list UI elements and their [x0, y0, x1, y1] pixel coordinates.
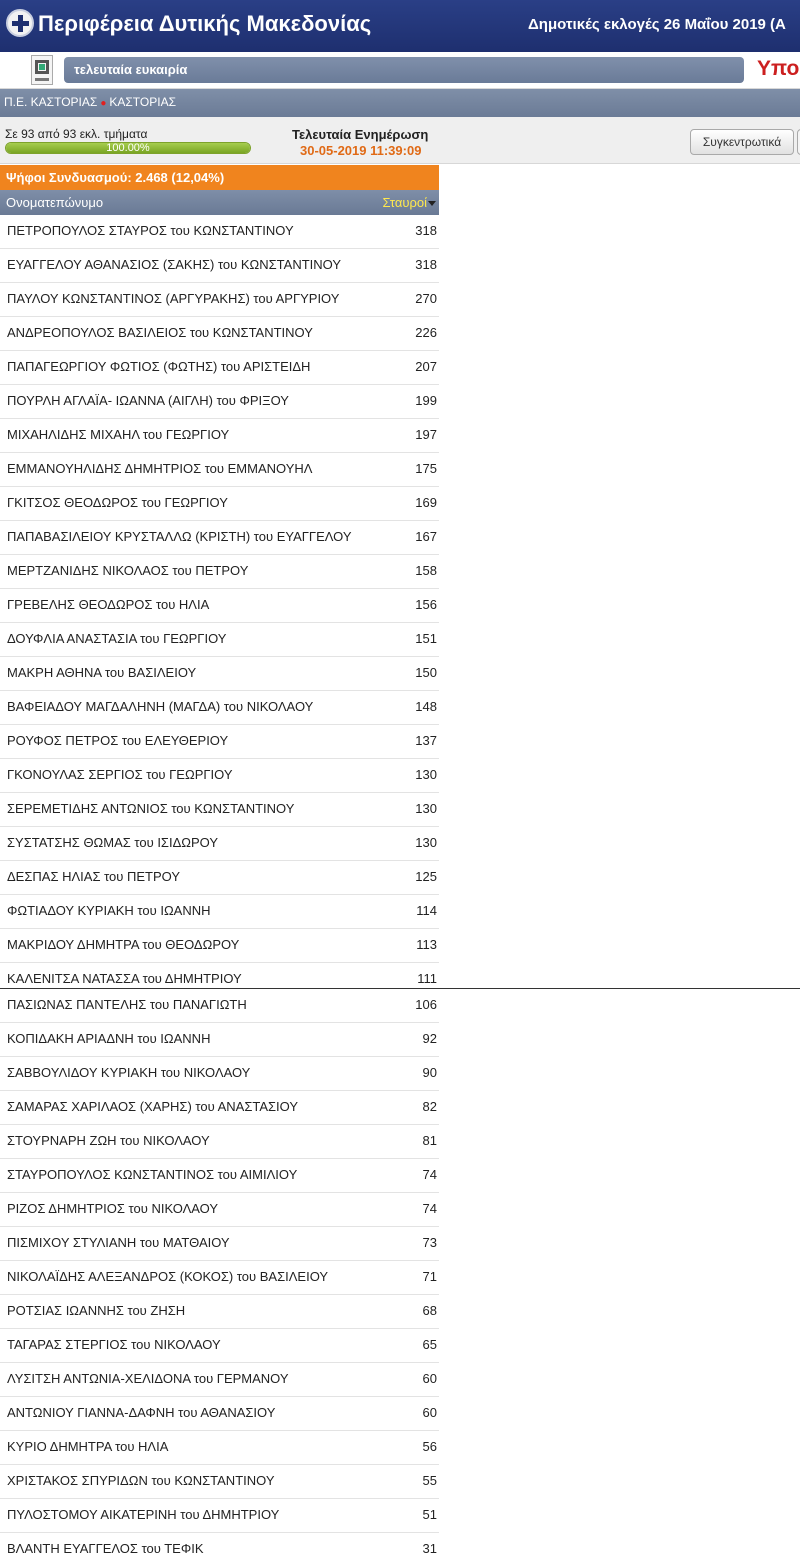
candidate-votes: 114 [416, 903, 437, 918]
candidate-name: ΚΑΛΕΝΙΤΣΑ ΝΑΤΑΣΣΑ του ΔΗΜΗΤΡΙΟΥ [7, 971, 242, 986]
candidate-votes: 130 [415, 801, 437, 816]
candidate-name: ΕΜΜΑΝΟΥΗΛΙΔΗΣ ΔΗΜΗΤΡΙΟΣ του ΕΜΜΑΝΟΥΗΛ [7, 461, 313, 476]
candidate-name: ΦΩΤΙΑΔΟΥ ΚΥΡΙΑΚΗ του ΙΩΑΝΝΗ [7, 903, 211, 918]
candidate-votes: 125 [415, 869, 437, 884]
candidate-votes: 130 [415, 767, 437, 782]
candidate-votes: 158 [415, 563, 437, 578]
table-row [0, 351, 439, 385]
table-row [0, 555, 439, 589]
summary-button[interactable]: Συγκεντρωτικά [690, 129, 794, 155]
region-title: Περιφέρεια Δυτικής Μακεδονίας [38, 11, 372, 36]
candidate-votes: 81 [422, 1133, 437, 1148]
candidate-votes: 56 [422, 1439, 437, 1454]
candidate-name: ΣΑΜΑΡΑΣ ΧΑΡΙΛΑΟΣ (ΧΑΡΗΣ) του ΑΝΑΣΤΑΣΙΟΥ [7, 1099, 299, 1114]
table-row [0, 793, 439, 827]
table-row [0, 1499, 439, 1533]
candidate-votes: 150 [415, 665, 437, 680]
candidate-votes: 65 [422, 1337, 437, 1352]
candidate-name: ΠΑΣΙΩΝΑΣ ΠΑΝΤΕΛΗΣ του ΠΑΝΑΓΙΩΤΗ [7, 997, 247, 1012]
table-row [0, 317, 439, 351]
candidate-name: ΠΥΛΟΣΤΟΜΟΥ ΑΙΚΑΤΕΡΙΝΗ του ΔΗΜΗΤΡΙΟΥ [7, 1507, 280, 1522]
candidate-list-continued [0, 989, 439, 1559]
candidate-name: ΣΥΣΤΑΤΣΗΣ ΘΩΜΑΣ του ΙΣΙΔΩΡΟΥ [7, 835, 219, 850]
candidate-name: ΚΥΡΙΟ ΔΗΜΗΤΡΑ του ΗΛΙΑ [7, 1439, 169, 1454]
candidate-votes: 113 [416, 937, 437, 952]
table-row [0, 1329, 439, 1363]
candidate-name: ΡΙΖΟΣ ΔΗΜΗΤΡΙΟΣ του ΝΙΚΟΛΑΟΥ [7, 1201, 219, 1216]
table-row [0, 1023, 439, 1057]
table-row [0, 861, 439, 895]
candidate-name: ΚΟΠΙΔΑΚΗ ΑΡΙΑΔΝΗ του ΙΩΑΝΝΗ [7, 1031, 211, 1046]
candidate-votes: 169 [415, 495, 437, 510]
table-row [0, 521, 439, 555]
candidate-name: ΜΑΚΡΗ ΑΘΗΝΑ του ΒΑΣΙΛΕΙΟΥ [7, 665, 197, 680]
last-update-time: 30-05-2019 11:39:09 [300, 143, 422, 158]
breadcrumb-region[interactable]: Π.Ε. ΚΑΣΤΟΡΙΑΣ [4, 95, 98, 109]
candidate-votes: 207 [415, 359, 437, 374]
table-row [0, 1193, 439, 1227]
table-row [0, 1295, 439, 1329]
candidate-name: ΠΙΣΜΙΧΟΥ ΣΤΥΛΙΑΝΗ του ΜΑΤΘΑΙΟΥ [7, 1235, 230, 1250]
table-row [0, 419, 439, 453]
candidate-votes: 60 [422, 1371, 437, 1386]
candidate-name: ΠΑΥΛΟΥ ΚΩΝΣΤΑΝΤΙΝΟΣ (ΑΡΓΥΡΑΚΗΣ) του ΑΡΓΥΡΙΟΥ [7, 291, 340, 306]
table-row [0, 929, 439, 963]
candidate-votes: 74 [422, 1167, 437, 1182]
candidate-votes: 156 [415, 597, 437, 612]
table-row [0, 657, 439, 691]
breadcrumb-municipality[interactable]: ΚΑΣΤΟΡΙΑΣ [109, 95, 176, 109]
greek-emblem-icon [6, 9, 34, 37]
candidate-votes: 270 [415, 291, 437, 306]
table-row [0, 827, 439, 861]
candidate-votes: 111 [417, 971, 437, 986]
candidate-votes: 60 [422, 1405, 437, 1420]
qr-code-icon[interactable] [31, 55, 53, 85]
breadcrumb [0, 89, 800, 117]
table-row [0, 1465, 439, 1499]
candidate-votes: 68 [422, 1303, 437, 1318]
candidate-votes: 55 [422, 1473, 437, 1488]
candidate-name: ΜΕΡΤΖΑΝΙΔΗΣ ΝΙΚΟΛΑΟΣ του ΠΕΤΡΟΥ [7, 563, 249, 578]
candidate-votes: 151 [415, 631, 437, 646]
candidate-votes: 197 [415, 427, 437, 442]
table-row [0, 1159, 439, 1193]
coalition-votes-header: Ψήφοι Συνδυασμού: 2.468 (12,04%) [0, 165, 439, 190]
candidate-name: ΕΥΑΓΓΕΛΟΥ ΑΘΑΝΑΣΙΟΣ (ΣΑΚΗΣ) του ΚΩΝΣΤΑΝΤΙΝΟΥ [7, 257, 342, 272]
partial-heading: Υπο [757, 57, 800, 80]
table-row [0, 725, 439, 759]
candidate-votes: 31 [422, 1541, 437, 1556]
candidate-votes: 82 [422, 1099, 437, 1114]
candidate-name: ΧΡΙΣΤΑΚΟΣ ΣΠΥΡΙΔΩΝ του ΚΩΝΣΤΑΝΤΙΝΟΥ [7, 1473, 275, 1488]
candidate-name: ΑΝΤΩΝΙΟΥ ΓΙΑΝΝΑ-ΔΑΦΝΗ του ΑΘΑΝΑΣΙΟΥ [7, 1405, 276, 1420]
candidate-name: ΣΑΒΒΟΥΛΙΔΟΥ ΚΥΡΙΑΚΗ του ΝΙΚΟΛΑΟΥ [7, 1065, 251, 1080]
candidate-name: ΠΑΠΑΓΕΩΡΓΙΟΥ ΦΩΤΙΟΣ (ΦΩΤΗΣ) του ΑΡΙΣΤΕΙΔΗ [7, 359, 311, 374]
counting-progress-bar [5, 142, 251, 154]
table-header [0, 190, 439, 215]
candidate-votes: 92 [422, 1031, 437, 1046]
candidate-votes: 226 [415, 325, 437, 340]
candidate-name: ΠΑΠΑΒΑΣΙΛΕΙΟΥ ΚΡΥΣΤΑΛΛΩ (ΚΡΙΣΤΗ) του ΕΥΑΓΓΕΛΟΥ [7, 529, 352, 544]
candidate-list [0, 215, 439, 997]
candidate-votes: 318 [415, 257, 437, 272]
table-row [0, 1125, 439, 1159]
candidate-name: ΣΤΟΥΡΝΑΡΗ ΖΩΗ του ΝΙΚΟΛΑΟΥ [7, 1133, 210, 1148]
candidate-votes: 73 [422, 1235, 437, 1250]
table-row [0, 1227, 439, 1261]
table-row [0, 1431, 439, 1465]
table-row [0, 759, 439, 793]
breadcrumb-separator-icon: ● [100, 98, 107, 109]
candidate-votes: 51 [422, 1507, 437, 1522]
candidate-name: ΓΚΟΝΟΥΛΑΣ ΣΕΡΓΙΟΣ του ΓΕΩΡΓΙΟΥ [7, 767, 233, 782]
candidate-votes: 130 [415, 835, 437, 850]
sort-descending-icon[interactable] [428, 201, 436, 206]
candidate-votes: 175 [415, 461, 437, 476]
table-row [0, 623, 439, 657]
candidate-name: ΤΑΓΑΡΑΣ ΣΤΕΡΓΙΟΣ του ΝΙΚΟΛΑΟΥ [7, 1337, 221, 1352]
table-row [0, 1091, 439, 1125]
candidate-name: ΔΟΥΦΛΙΑ ΑΝΑΣΤΑΣΙΑ του ΓΕΩΡΓΙΟΥ [7, 631, 227, 646]
table-row [0, 1397, 439, 1431]
column-header-name[interactable]: Ονοματεπώνυμο [6, 195, 104, 210]
precinct-count: Σε 93 από 93 εκλ. τμήματα [5, 127, 148, 141]
candidate-name: ΣΕΡΕΜΕΤΙΔΗΣ ΑΝΤΩΝΙΟΣ του ΚΩΝΣΤΑΝΤΙΝΟΥ [7, 801, 295, 816]
candidate-name: ΓΚΙΤΣΟΣ ΘΕΟΔΩΡΟΣ του ΓΕΩΡΓΙΟΥ [7, 495, 228, 510]
candidate-name: ΛΥΣΙΤΣΗ ΑΝΤΩΝΙΑ-ΧΕΛΙΔΟΝΑ του ΓΕΡΜΑΝΟΥ [7, 1371, 289, 1386]
candidate-name: ΣΤΑΥΡΟΠΟΥΛΟΣ ΚΩΝΣΤΑΝΤΙΝΟΣ του ΑΙΜΙΛΙΟΥ [7, 1167, 298, 1182]
election-title: Δημοτικές εκλογές 26 Μαΐου 2019 (Α [528, 16, 786, 33]
candidate-name: ΒΑΦΕΙΑΔΟΥ ΜΑΓΔΑΛΗΝΗ (ΜΑΓΔΑ) του ΝΙΚΟΛΑΟΥ [7, 699, 314, 714]
candidate-name: ΜΑΚΡΙΔΟΥ ΔΗΜΗΤΡΑ του ΘΕΟΔΩΡΟΥ [7, 937, 240, 952]
candidate-name: ΝΙΚΟΛΑΪΔΗΣ ΑΛΕΞΑΝΔΡΟΣ (ΚΟΚΟΣ) του ΒΑΣΙΛΕΙΟΥ [7, 1269, 329, 1284]
top-banner [0, 0, 800, 52]
table-row [0, 989, 439, 1023]
candidate-name: ΒΛΑΝΤΗ ΕΥΑΓΓΕΛΟΣ του ΤΕΦΙΚ [7, 1541, 204, 1556]
column-header-votes[interactable]: Σταυροί [382, 195, 427, 210]
candidate-name: ΠΟΥΡΛΗ ΑΓΛΑΪΑ- ΙΩΑΝΝΑ (ΑΙΓΛΗ) του ΦΡΙΞΟΥ [7, 393, 289, 408]
table-row [0, 487, 439, 521]
table-row [0, 249, 439, 283]
table-row [0, 895, 439, 929]
candidate-name: ΜΙΧΑΗΛΙΔΗΣ ΜΙΧΑΗΛ του ΓΕΩΡΓΙΟΥ [7, 427, 230, 442]
table-row [0, 1057, 439, 1091]
candidate-name: ΡΟΤΣΙΑΣ ΙΩΑΝΝΗΣ του ΖΗΣΗ [7, 1303, 186, 1318]
candidate-votes: 106 [415, 997, 437, 1012]
sub-header [0, 52, 800, 89]
candidate-name: ΑΝΔΡΕΟΠΟΥΛΟΣ ΒΑΣΙΛΕΙΟΣ του ΚΩΝΣΤΑΝΤΙΝΟΥ [7, 325, 313, 340]
status-bar [0, 117, 800, 164]
candidate-votes: 318 [415, 223, 437, 238]
candidate-votes: 137 [415, 733, 437, 748]
table-row [0, 385, 439, 419]
candidate-votes: 90 [422, 1065, 437, 1080]
table-row [0, 453, 439, 487]
table-row [0, 1533, 439, 1559]
candidate-votes: 74 [422, 1201, 437, 1216]
table-row [0, 215, 439, 249]
last-update-label: Τελευταία Ενημέρωση [292, 127, 429, 142]
table-row [0, 1363, 439, 1397]
progress-text: 100.00% [106, 142, 150, 154]
candidate-name: ΔΕΣΠΑΣ ΗΛΙΑΣ του ΠΕΤΡΟΥ [7, 869, 181, 884]
candidate-name: ΓΡΕΒΕΛΗΣ ΘΕΟΔΩΡΟΣ του ΗΛΙΑ [7, 597, 210, 612]
candidate-votes: 199 [415, 393, 437, 408]
last-chance-banner[interactable]: τελευταία ευκαιρία [64, 57, 744, 83]
table-row [0, 589, 439, 623]
candidate-votes: 71 [422, 1269, 437, 1284]
candidate-votes: 148 [415, 699, 437, 714]
table-row [0, 283, 439, 317]
table-row [0, 1261, 439, 1295]
table-row [0, 691, 439, 725]
candidate-name: ΠΕΤΡΟΠΟΥΛΟΣ ΣΤΑΥΡΟΣ του ΚΩΝΣΤΑΝΤΙΝΟΥ [7, 223, 294, 238]
candidate-votes: 167 [415, 529, 437, 544]
candidate-name: ΡΟΥΦΟΣ ΠΕΤΡΟΣ του ΕΛΕΥΘΕΡΙΟΥ [7, 733, 229, 748]
